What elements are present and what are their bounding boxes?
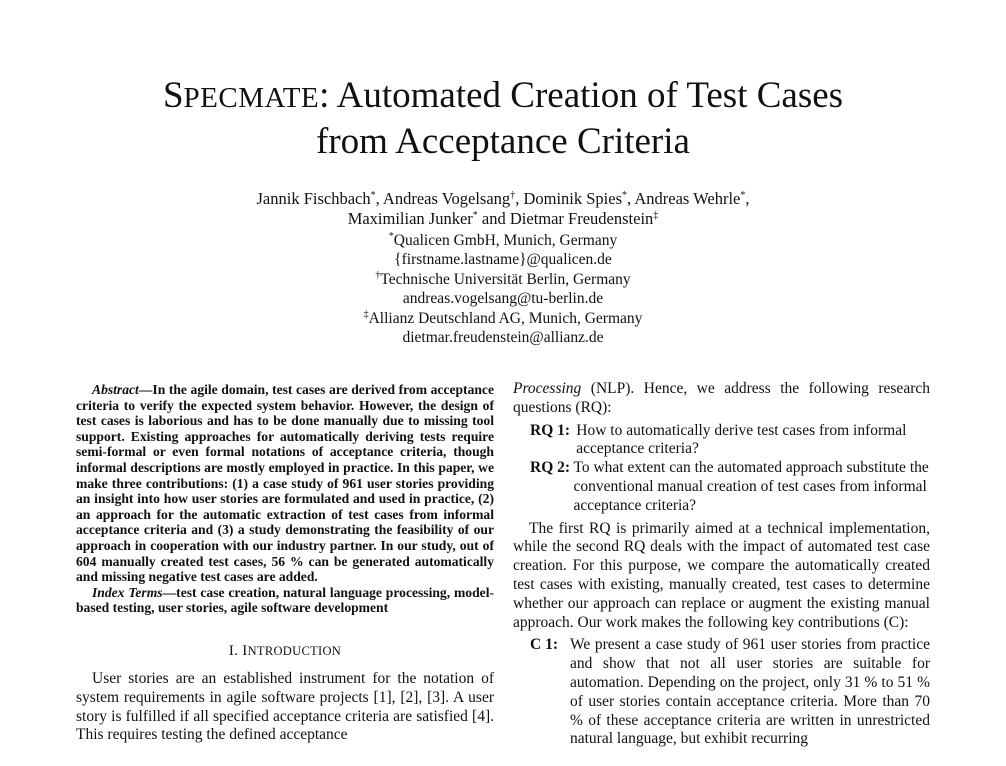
abstract: Abstract—In the agile domain, test cases are derived from acceptance criteria to verify the expected system behavior. However, the design of test cases is laborious and has to be done manually due to missing tool support. Existing approaches for automatically deriving tests require semi-formal or even formal notations of acceptance criteria, though informal descriptions are mostly employed in practice. In this paper, we make three contributions: (1) a case study of 961 user stories providing an insight into how user stories are formulated and used in practice, (2) an approach for the automatic extraction of test cases from informal acceptance criteria and (3) a study demonstrating the feasibility of our approach in cooperation with our industry partner. In our study, out of 604 manually created test cases, 56 % can be generated automatically and missing negative test cases are added.: [76, 382, 494, 585]
rq-intro-paragraph: Processing (NLP). Hence, we address the following research questions (RQ):: [513, 380, 930, 416]
contributions-list: [530, 636, 930, 749]
affiliation-line: *Qualicen GmbH, Munich, Germany: [388, 231, 618, 249]
affiliation-line: dietmar.freudenstein@allianz.de: [402, 329, 604, 347]
research-question: RQ 1: How to automatically derive test cases from informal acceptance criteria?: [530, 421, 907, 458]
affiliation-line: andreas.vogelsang@tu-berlin.de: [402, 290, 604, 308]
index-terms: Index Terms—test case creation, natural language processing, model-based testing, user stories, agile software development: [76, 584, 494, 616]
author-list: Jannik Fischbach*, Andreas Vogelsang†, Dominik Spies*, Andreas Wehrle*, Maximilian Junker* and Dietmar Freudenstein‡: [256, 189, 750, 228]
section-heading-introduction: I. INTRODUCTION: [228, 642, 342, 659]
affiliation-line: {firstname.lastname}@qualicen.de: [394, 251, 612, 269]
paper-title: [0, 74, 1006, 164]
right-column: [513, 380, 930, 749]
affiliation-line: ‡Allianz Deutschland AG, Munich, Germany: [363, 308, 643, 327]
rq-discussion-paragraph: The first RQ is primarily aimed at a technical implementation, while the second RQ deals with the impact of automated test case creation. For this purpose, we compare the automatically created test cases with existing, manually created, test cases to determine whether our approach can replace or augment the existing manual approach. Our work makes the following key contributions (C):: [513, 519, 930, 631]
title-line-1: SPECMATE: Automated Creation of Test Cases: [162, 75, 844, 116]
introduction-paragraph: User stories are an established instrument for the notation of system requirements in agile software projects [1], [2], [3]. A user story is fulfilled if all specified acceptance criteria are satisfied [4]. This requires testing the defined acceptance: [76, 669, 494, 744]
research-question: RQ 2: To what extent can the automated approach substitute the conventional manual creation of test cases from informal acceptance criteria?: [530, 459, 929, 514]
affiliation-list: [0, 231, 1006, 347]
affiliation-line: †Technische Universität Berlin, Germany: [375, 269, 631, 288]
research-questions: [530, 422, 930, 516]
contribution-item: C 1: We present a case study of 961 user stories from practice and show that not all user stories are suitable for automation. Depending on the project, only 31 % to 51 % of user stories contain acceptance criteria. More than 70 % of these acceptance criteria are written in unrestricted natural language, but exhibit recurring: [530, 636, 930, 748]
left-column: [76, 382, 494, 745]
title-line-2: from Acceptance Criteria: [316, 121, 690, 162]
